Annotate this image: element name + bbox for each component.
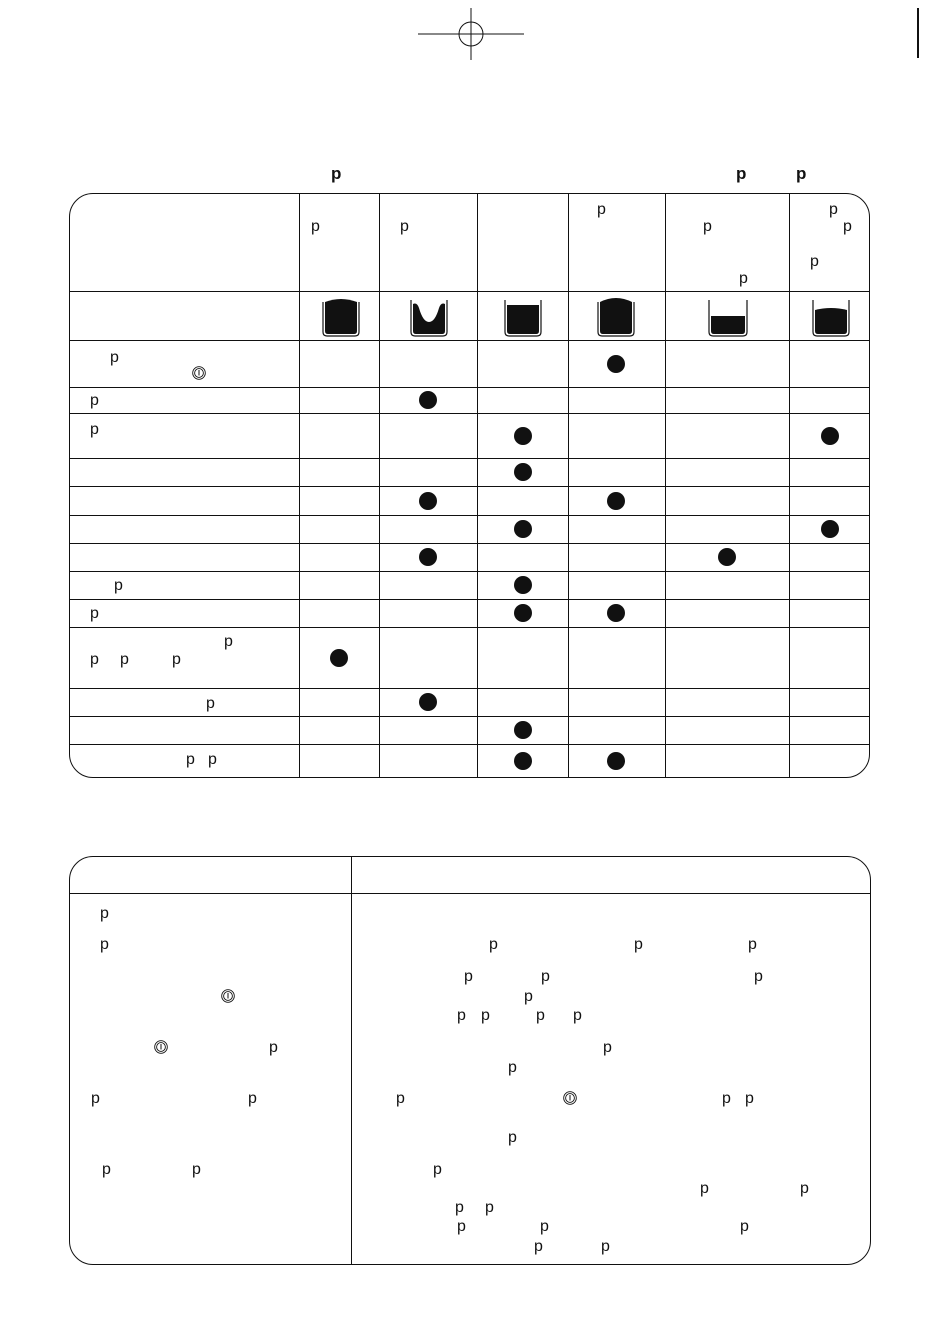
cell-glyph: p (534, 1238, 543, 1255)
row-label-glyph: p (224, 633, 233, 650)
row-divider (69, 627, 870, 628)
column-header-glyph: p (843, 218, 852, 235)
row-divider (69, 716, 870, 717)
filled-marker-dot (419, 391, 437, 409)
row-label-glyph: p (186, 751, 195, 768)
filled-marker-dot (607, 355, 625, 373)
filled-marker-dot (514, 520, 532, 538)
filled-marker-dot (514, 427, 532, 445)
power-circle-icon (221, 989, 235, 1003)
full-cup-icon (321, 296, 361, 338)
filled-marker-dot (514, 463, 532, 481)
cell-glyph: p (457, 1218, 466, 1235)
cell-glyph: p (722, 1090, 731, 1107)
cell-glyph: p (541, 968, 550, 985)
filled-marker-dot (330, 649, 348, 667)
dipped-cup-icon (409, 296, 449, 338)
cell-glyph: p (634, 936, 643, 953)
cell-glyph: p (457, 1007, 466, 1024)
row-label-glyph: p (206, 695, 215, 712)
filled-marker-dot (419, 693, 437, 711)
cell-glyph: p (100, 936, 109, 953)
cell-glyph: p (269, 1039, 278, 1056)
cell-glyph: p (248, 1090, 257, 1107)
cell-glyph: p (573, 1007, 582, 1024)
cell-glyph: p (485, 1199, 494, 1216)
filled-marker-dot (419, 548, 437, 566)
cell-glyph: p (540, 1218, 549, 1235)
square-cup-icon (503, 296, 543, 338)
crop-mark (917, 8, 919, 58)
cell-glyph: p (601, 1238, 610, 1255)
cell-glyph: p (464, 968, 473, 985)
filled-marker-dot (718, 548, 736, 566)
cell-glyph: p (508, 1129, 517, 1146)
row-divider (69, 543, 870, 544)
row-label-glyph: p (90, 392, 99, 409)
cell-glyph: p (745, 1090, 754, 1107)
row-divider (69, 599, 870, 600)
row-divider (69, 291, 870, 292)
cell-glyph: p (754, 968, 763, 985)
row-label-glyph: p (90, 651, 99, 668)
row-divider (69, 893, 871, 894)
filled-marker-dot (821, 427, 839, 445)
row-label-glyph: p (90, 605, 99, 622)
row-label-glyph: p (110, 349, 119, 366)
column-header-glyph: p (829, 201, 838, 218)
cell-glyph: p (396, 1090, 405, 1107)
cell-glyph: p (700, 1180, 709, 1197)
cell-glyph: p (102, 1161, 111, 1178)
cell-glyph: p (481, 1007, 490, 1024)
cell-glyph: p (455, 1199, 464, 1216)
cell-glyph: p (524, 988, 533, 1005)
row-divider (69, 744, 870, 745)
filled-marker-dot (419, 492, 437, 510)
filled-marker-dot (514, 752, 532, 770)
filled-marker-dot (514, 721, 532, 739)
power-circle-icon (563, 1091, 577, 1105)
row-label-glyph: p (172, 651, 181, 668)
row-divider (69, 688, 870, 689)
cell-glyph: p (603, 1039, 612, 1056)
column-header-glyph: p (597, 201, 606, 218)
low-cup-icon (707, 296, 749, 338)
column-header-glyph: p (400, 218, 409, 235)
row-divider (69, 458, 870, 459)
cell-glyph: p (433, 1161, 442, 1178)
cell-glyph: p (536, 1007, 545, 1024)
power-circle-icon (192, 366, 206, 380)
header-glyph-1: p (331, 164, 342, 183)
row-divider (69, 387, 870, 388)
column-header-glyph: p (810, 253, 819, 270)
column-header-glyph: p (703, 218, 712, 235)
row-label-glyph: p (114, 577, 123, 594)
filled-marker-dot (607, 752, 625, 770)
cell-glyph: p (489, 936, 498, 953)
filled-marker-dot (514, 604, 532, 622)
cell-glyph: p (100, 905, 109, 922)
header-glyph-2: p (736, 164, 747, 183)
cell-glyph: p (748, 936, 757, 953)
column-header-glyph: p (311, 218, 320, 235)
cell-glyph: p (91, 1090, 100, 1107)
cell-glyph: p (800, 1180, 809, 1197)
table-frame (69, 856, 871, 1265)
row-divider (69, 413, 870, 414)
row-divider (69, 340, 870, 341)
filled-marker-dot (821, 520, 839, 538)
half-cup-icon (811, 296, 851, 338)
cell-glyph: p (508, 1059, 517, 1076)
power-circle-icon (154, 1040, 168, 1054)
filled-marker-dot (514, 576, 532, 594)
filled-marker-dot (607, 492, 625, 510)
row-label-glyph: p (90, 421, 99, 438)
row-label-glyph: p (120, 651, 129, 668)
column-divider (351, 856, 352, 1265)
row-divider (69, 486, 870, 487)
cell-glyph: p (192, 1161, 201, 1178)
domed-cup-icon (596, 294, 636, 338)
row-divider (69, 571, 870, 572)
row-divider (69, 515, 870, 516)
header-glyph-3: p (796, 164, 807, 183)
cell-glyph: p (740, 1218, 749, 1235)
column-header-glyph: p (739, 270, 748, 287)
row-label-glyph: p (208, 751, 217, 768)
filled-marker-dot (607, 604, 625, 622)
